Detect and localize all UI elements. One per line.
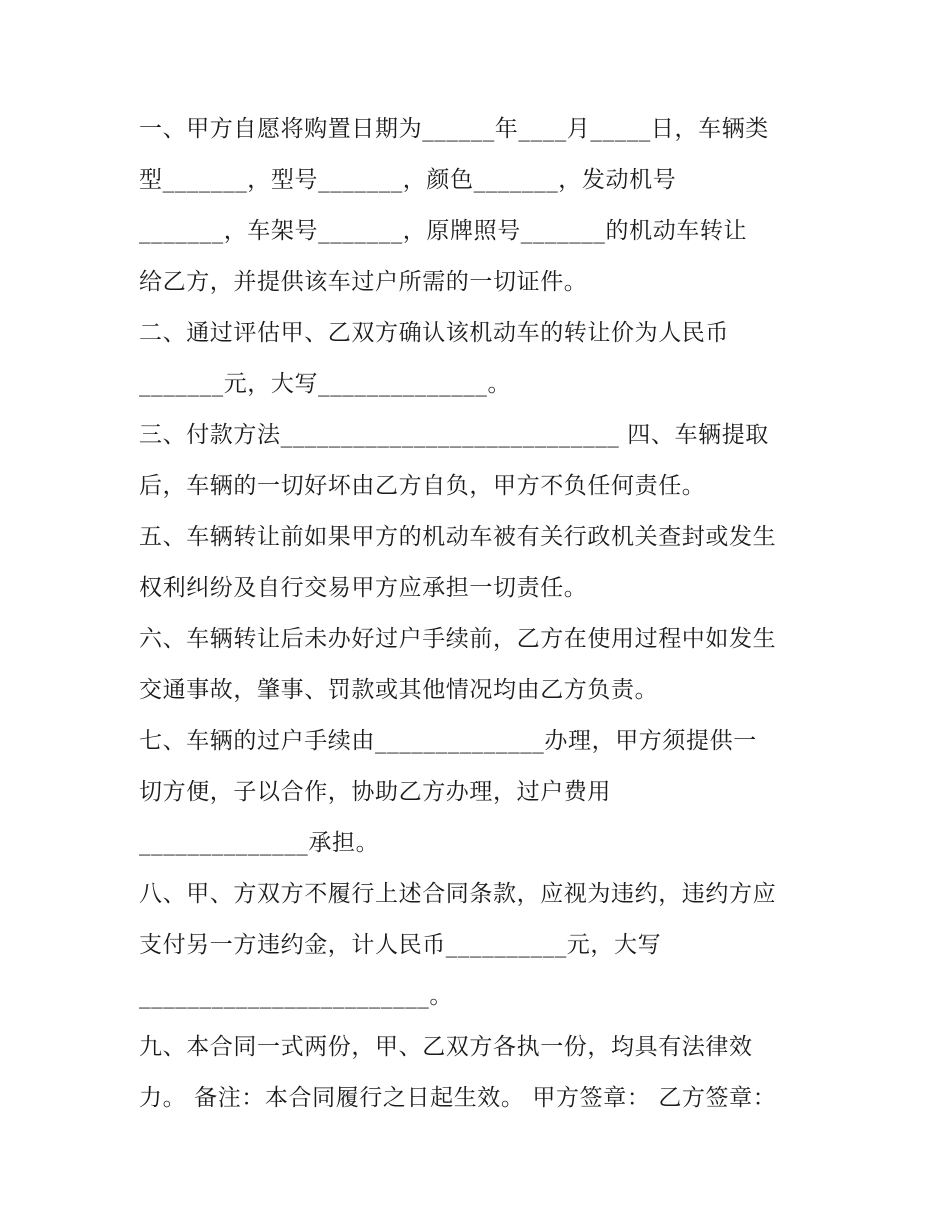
text-line: ______________承担。 [139, 830, 380, 856]
text-line: 五、车辆转让前如果甲方的机动车被有关行政机关查封或发生 [139, 524, 777, 550]
contract-text [139, 104, 819, 1124]
text-line: 六、车辆转让后未办好过户手续前，乙方在使用过程中如发生 [139, 626, 777, 652]
text-line: _______，车架号_______，原牌照号_______的机动车转让 [139, 218, 748, 244]
text-line: 交通事故，肇事、罚款或其他情况均由乙方负责。 [139, 677, 659, 703]
text-line: 后，车辆的一切好坏由乙方自负，甲方不负任何责任。 [139, 473, 706, 499]
text-line: 给乙方，并提供该车过户所需的一切证件。 [139, 269, 588, 295]
text-line: 九、本合同一式两份，甲、乙双方各执一份，均具有法律效 [139, 1034, 753, 1060]
text-line: _______元，大写______________。 [139, 371, 512, 397]
text-line: 支付另一方违约金，计人民币__________元，大写 [139, 932, 662, 958]
text-line: 七、车辆的过户手续由______________办理，甲方须提供一 [139, 728, 757, 754]
text-line: ________________________。 [139, 983, 453, 1009]
text-line: 力。 备注：本合同履行之日起生效。 甲方签章： 乙方签章： [139, 1085, 777, 1111]
text-line: 型_______，型号_______，颜色_______，发动机号 [139, 167, 677, 193]
text-line: 二、通过评估甲、乙双方确认该机动车的转让价为人民币 [139, 320, 729, 346]
text-line: 权利纠纷及自行交易甲方应承担一切责任。 [139, 575, 588, 601]
text-line: 切方便，子以合作，协助乙方办理，过户费用 [139, 779, 611, 805]
text-line: 一、甲方自愿将购置日期为______年____月_____日，车辆类 [139, 116, 769, 142]
text-line: 三、付款方法____________________________ 四、车辆提取 [139, 422, 769, 448]
text-line: 八、甲、方双方不履行上述合同条款，应视为违约，违约方应 [139, 881, 777, 907]
